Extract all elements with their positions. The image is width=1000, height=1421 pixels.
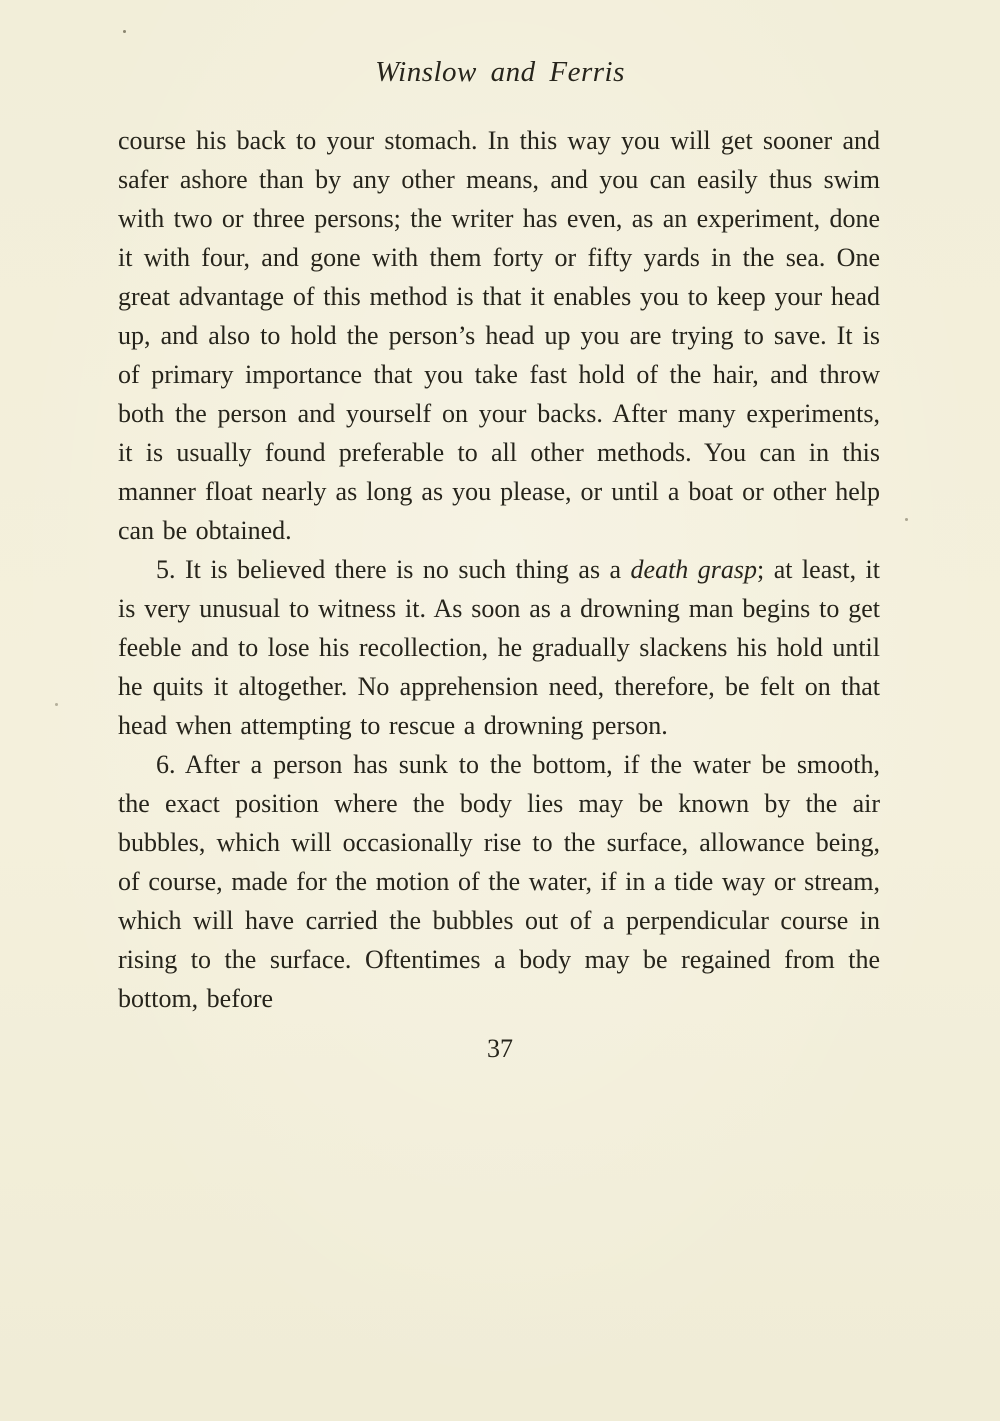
paragraph-continuation: course his back to your stomach. In this way you will get sooner and safer ashore than by any other means, and you can easily thus swim with two or three persons; the writer has even, as an experiment, done it with four, and gone with them forty or fifty yards in the sea. One great advantage of this method is that it enables you to keep your head up, and also to hold the person’s head up you are trying to save. It is of primary importance that you take fast hold of the hair, and throw both the person and yourself on your backs. After many experiments, it is usually found preferable to all other methods. You can in this manner float nearly as long as you please, or until a boat or other help can be obtained. <box>118 126 880 545</box>
scan-speck <box>123 30 126 33</box>
running-header: Winslow and Ferris <box>375 56 625 88</box>
paragraph-6: 6. After a person has sunk to the bottom, if the water be smooth, the exact position where the body lies may be known by the air bubbles, which will occasionally rise to the surface, allowance being, of course, made for the motion of the water, if in a tide way or stream, which will have carried the bubbles out of a perpendicular course in rising to the surface. Oftentimes a body may be regained from the bottom, before <box>118 750 880 1013</box>
paragraph-5 <box>118 550 880 745</box>
scan-speck <box>905 518 908 521</box>
paragraph-5-segment-2: ; at least, it is very unusual to witness it. As soon as a drowning man begins to get feeble and to lose his recollection, he gradually slackens his hold until he quits it altogether. No apprehension need, therefore, be felt on that head when attempting to rescue a drowning person. <box>118 555 880 740</box>
paragraph-5-italic-phrase: death grasp <box>630 555 758 584</box>
page-number: 37 <box>487 1034 513 1063</box>
text-block <box>0 121 1000 1018</box>
paragraph-5-segment-1: 5. It is believed there is no such thing as a <box>156 555 631 584</box>
scan-speck <box>55 703 58 706</box>
